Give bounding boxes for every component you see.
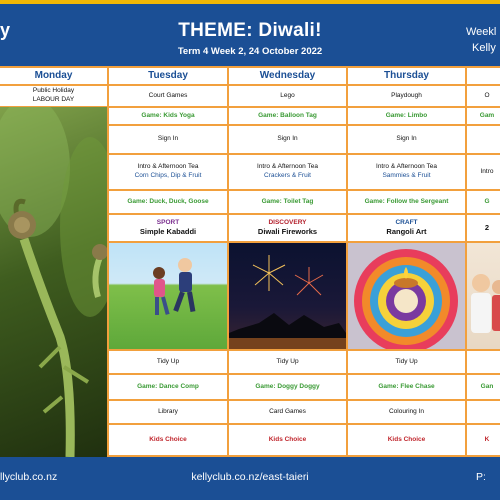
day-header-friday <box>467 68 500 84</box>
afternoon-tea-cell <box>348 155 465 189</box>
feature-cell <box>467 215 500 241</box>
sign-in-cell <box>467 126 500 153</box>
kids-choice-text: Kids Choice <box>387 435 426 443</box>
afternoon-tea-cell <box>467 155 500 189</box>
day-header-wednesday <box>229 68 346 84</box>
kids-choice-text: Kids Choice <box>149 435 187 443</box>
game-text: Game: Kids Yoga <box>141 111 195 119</box>
tidy-up-cell <box>467 351 500 373</box>
activity-text: Playdough <box>391 91 422 99</box>
game-text: Game: Flee Chase <box>378 382 435 390</box>
activity-cell <box>109 86 227 106</box>
fireworks-photo <box>229 243 346 349</box>
game-cell <box>109 108 227 124</box>
kids-running-illustration <box>109 243 227 349</box>
activity-text: O <box>484 91 490 99</box>
tidy-up-cell <box>229 351 346 373</box>
column-thursday <box>348 66 465 457</box>
column-tuesday <box>109 66 227 457</box>
game-cell <box>348 375 465 399</box>
kids-running-photo <box>109 243 227 349</box>
sign-in-text: Sign In <box>396 135 417 143</box>
tea-menu: Sammies & Fruit <box>382 172 431 179</box>
game-cell <box>467 191 500 213</box>
footer-club-url[interactable]: kellyclub.co.nz/east-taieri <box>191 471 309 483</box>
tidy-up-cell <box>109 351 227 373</box>
game-cell <box>229 108 346 124</box>
game-cell <box>229 191 346 213</box>
kids-choice-text: Kids Choice <box>268 435 307 443</box>
holiday-line-2: LABOUR DAY <box>32 96 75 103</box>
activity-cell <box>109 401 227 423</box>
activity-text: Library <box>158 407 178 415</box>
kids-choice-cell <box>229 425 346 455</box>
game-text: Gam <box>479 111 495 119</box>
game-text: Gan <box>480 382 494 390</box>
game-text: Game: Dance Comp <box>137 382 199 390</box>
footer-phone-label: P: <box>476 471 486 483</box>
feature-cell <box>348 215 465 241</box>
category-label: DISCOVERY <box>268 218 307 226</box>
feature-title: 2 <box>484 222 490 232</box>
game-cell <box>467 108 500 124</box>
holiday-line-1: Public Holiday <box>32 87 75 95</box>
monday-holiday-cell <box>0 86 107 106</box>
feature-cell <box>109 215 227 241</box>
kids-choice-cell <box>109 425 227 455</box>
activity-cell <box>229 401 346 423</box>
logo-fragment: y <box>0 20 11 40</box>
tea-menu: Crackers & Fruit <box>264 172 311 179</box>
kids-dressup-illustration <box>467 243 500 349</box>
column-friday <box>467 66 500 457</box>
day-label: Thursday <box>383 70 429 82</box>
afternoon-tea-cell <box>109 155 227 189</box>
tea-heading: Intro & Afternoon Tea <box>137 163 199 171</box>
header-right-top-text: Weekl <box>466 26 497 38</box>
kids-choice-text: K <box>484 435 490 443</box>
tea-heading: Intro & Afternoon Tea <box>376 163 437 171</box>
header-bar <box>0 4 500 66</box>
kids-dressup-photo <box>467 243 500 349</box>
activity-text: Lego <box>280 91 295 99</box>
sign-in-cell <box>109 126 227 153</box>
game-text: Game: Limbo <box>385 111 428 119</box>
day-header-thursday <box>348 68 465 84</box>
sign-in-cell <box>229 126 346 153</box>
fern-photo <box>0 107 107 457</box>
kids-choice-cell <box>467 425 500 455</box>
tidy-up-text: Tidy Up <box>276 357 299 365</box>
game-cell <box>467 375 500 399</box>
sign-in-cell <box>348 126 465 153</box>
header-right-bottom-text: Kelly <box>472 42 496 54</box>
fern-illustration <box>0 107 107 457</box>
game-cell <box>348 108 465 124</box>
game-text: Game: Toilet Tag <box>261 197 314 205</box>
day-header-monday <box>0 68 107 84</box>
activity-cell <box>467 86 500 106</box>
day-header-tuesday <box>109 68 227 84</box>
feature-cell <box>229 215 346 241</box>
game-cell <box>229 375 346 399</box>
page-title: THEME: Diwali! <box>178 20 322 41</box>
activity-cell <box>467 401 500 423</box>
sign-in-text: Sign In <box>157 135 179 143</box>
game-text: G <box>484 197 490 205</box>
rangoli-illustration <box>348 243 465 349</box>
game-text: Game: Balloon Tag <box>258 111 317 119</box>
game-cell <box>348 191 465 213</box>
game-text: Game: Follow the Sergeant <box>364 197 449 205</box>
day-label: Tuesday <box>148 70 188 82</box>
day-label: Wednesday <box>259 70 316 82</box>
game-cell <box>109 375 227 399</box>
game-cell <box>109 191 227 213</box>
tidy-up-text: Tidy Up <box>395 357 418 365</box>
fireworks-illustration <box>229 243 346 349</box>
rangoli-photo <box>348 243 465 349</box>
tea-menu: Corn Chips, Dip & Fruit <box>134 172 202 179</box>
category-label: SPORT <box>156 218 180 226</box>
feature-title: Rangoli Art <box>386 227 427 237</box>
page-subtitle: Term 4 Week 2, 24 October 2022 <box>177 46 323 57</box>
activity-text: Court Games <box>148 91 188 99</box>
activity-cell <box>348 401 465 423</box>
game-text: Game: Duck, Duck, Goose <box>127 197 209 205</box>
activity-cell <box>229 86 346 106</box>
tea-heading: Intro & Afternoon Tea <box>257 163 318 171</box>
footer-website[interactable]: llyclub.co.nz <box>0 471 58 483</box>
feature-title: Diwali Fireworks <box>257 227 318 237</box>
tidy-up-text: Tidy Up <box>156 357 180 365</box>
activity-text: Card Games <box>269 407 306 415</box>
activity-text: Colouring In <box>388 407 425 415</box>
feature-title: Simple Kabaddi <box>139 227 197 237</box>
game-text: Game: Doggy Doggy <box>255 382 320 390</box>
day-label: Monday <box>34 70 73 82</box>
sign-in-text: Sign In <box>277 135 298 143</box>
column-wednesday <box>229 66 346 457</box>
category-label: CRAFT <box>395 218 418 226</box>
tea-heading: Intro <box>480 167 494 175</box>
activity-cell <box>348 86 465 106</box>
afternoon-tea-cell <box>229 155 346 189</box>
tidy-up-cell <box>348 351 465 373</box>
footer-bar <box>0 457 500 500</box>
kids-choice-cell <box>348 425 465 455</box>
